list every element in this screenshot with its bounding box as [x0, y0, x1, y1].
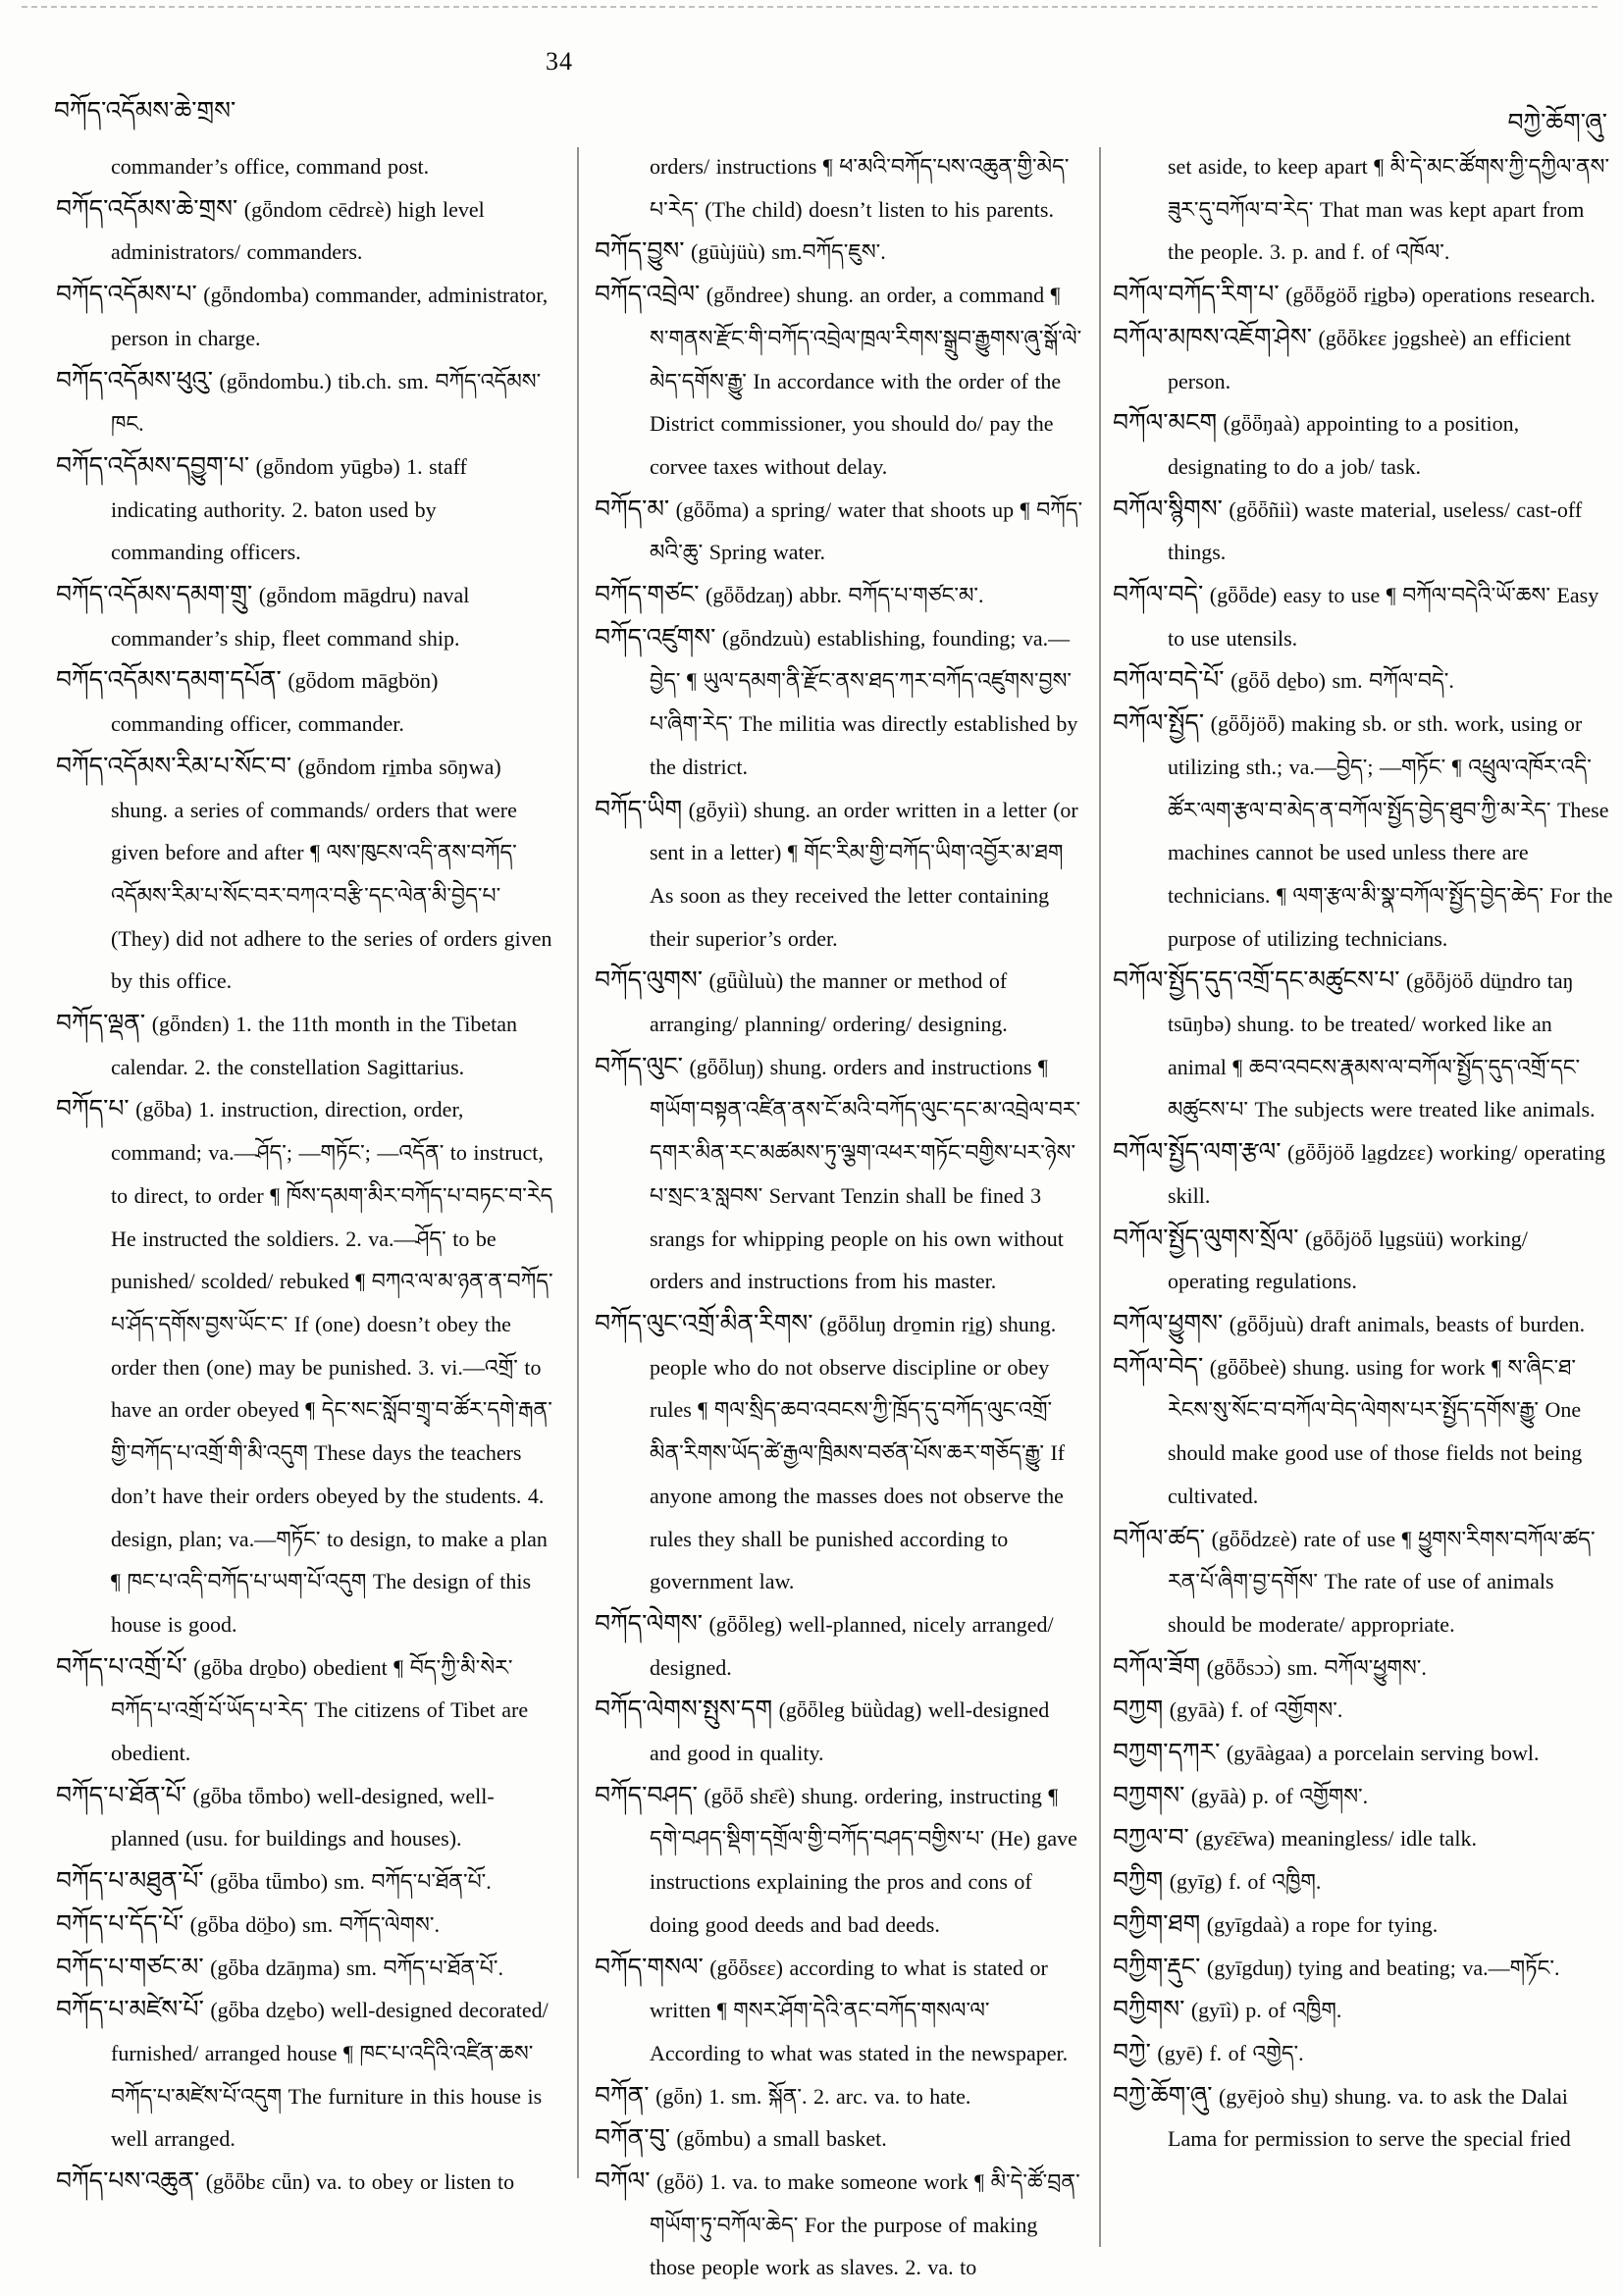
dictionary-entry [56, 188, 554, 274]
dictionary-entry [595, 789, 1085, 961]
dictionary-entry [1113, 1775, 1615, 1818]
definition-text: waste material, useless/ cast-off things. [1168, 496, 1583, 565]
headword-tibetan: བཀོལ་སྤྱོད་ལག་རྩལ་ [1113, 1139, 1282, 1167]
headword-tibetan: བཀོད་ལེགས་ [595, 1610, 703, 1638]
pronunciation-romanization: (gȫȫjuù) [1229, 1311, 1304, 1336]
headword-tibetan: བཀོད་ལེགས་སྤུས་དག [595, 1696, 773, 1724]
pronunciation-romanization: (gyīì) [1190, 1998, 1239, 2023]
dictionary-entry [595, 1603, 1085, 1689]
headword-tibetan: བཀོད་འབྲེལ་ [595, 282, 701, 309]
headword-tibetan: བཀོན་བུ་ [595, 2125, 670, 2153]
headword-tibetan: བཀྱིག་ཐག [1113, 1910, 1201, 1938]
headword-tibetan: བཀོད་ལྡན་ [56, 1011, 146, 1038]
definition-text: meaningless/ idle talk. [1281, 1826, 1477, 1852]
pronunciation-romanization: (gȫȫleg) [708, 1611, 783, 1637]
dictionary-column-1 [56, 145, 554, 2204]
dictionary-entry [1113, 1131, 1615, 1217]
definition-text: sm. བཀོད་པ་ཐོན་པོ་. [345, 1955, 503, 1980]
pronunciation-romanization: (gȫndomba) [203, 283, 309, 308]
definition-text: tying and beating; va.—གཏོང་. [1298, 1955, 1560, 1980]
pronunciation-romanization: (gyɛ̄ɛ̄wa) [1195, 1826, 1276, 1852]
dictionary-entry [595, 2075, 1085, 2118]
dictionary-entry [1113, 659, 1615, 703]
definition-text: shung. an order, a command ¶ ས་གནས་རྫོང་གི་བཀོད་འབྲེལ་ཁྲལ་རིགས་སྒྲུབ་རྒྱུགས་ཞུ་སྒོ་ལེ་མེད་དགོས་རྒྱུ་ In accordance with the order of the District commissioner, you should do/ pay the corvee taxes without delay. [650, 283, 1082, 479]
dictionary-entry [56, 1088, 554, 1645]
headword-tibetan: བཀོལ་བདེ་ [1113, 582, 1204, 609]
pronunciation-romanization: (gȫba tǖmbo) [209, 1869, 329, 1895]
pronunciation-romanization: (gyīgduŋ) [1206, 1955, 1292, 1980]
dictionary-entry [1113, 1989, 1615, 2032]
pronunciation-romanization: (gȫba dze̱bo) [210, 1998, 325, 2023]
dictionary-entry [595, 1689, 1085, 1774]
dictionary-entry [1113, 1817, 1615, 1860]
dictionary-entry [1113, 1947, 1615, 1990]
headword-tibetan: བཀྱེ་ [1113, 2039, 1151, 2066]
dictionary-entry [1113, 1346, 1615, 1518]
dictionary-entry [1113, 317, 1615, 402]
definition-text: shung. an order written in a letter (or sent in a letter) ¶ གོང་རིམ་གྱི་བཀོད་ཡིག་འབྱོར་མ་ཐག As soon as they received the letter containing their superior’s order. [650, 797, 1078, 951]
pronunciation-romanization: (gȫndom ri̱mba sōŋwa) [297, 754, 501, 779]
dictionary-entry [1113, 1904, 1615, 1947]
dictionary-entry [1113, 1303, 1615, 1346]
definition-text: f. of འགྱེད་. [1209, 2040, 1304, 2065]
pronunciation-romanization: (gȫndom cēdrɛè) [243, 196, 392, 222]
headword-tibetan: བཀྱག་དཀར་ [1113, 1740, 1221, 1767]
pronunciation-romanization: (gȫȫ de̱bo) [1230, 668, 1326, 694]
dictionary-entry [56, 1904, 554, 1947]
pronunciation-romanization: (gyīg) [1169, 1869, 1223, 1895]
pronunciation-romanization: (gȫndɛn) [151, 1012, 230, 1037]
dictionary-entry [595, 1303, 1085, 1603]
definition-text: set aside, to keep apart ¶ མི་དེ་མང་ཚོགས་ཀྱི་དཀྱིལ་ནས་ཟུར་དུ་བཀོལ་བ་རེད་ That man was kept apart from the people. 3. p. and f. of འཁོལ་. [1168, 154, 1610, 265]
definition-text: sm. བཀོལ་ཕྱུགས་. [1286, 1654, 1427, 1680]
headword-tibetan: བཀོན་ [595, 2082, 650, 2110]
definition-text: appointing to a position, designating to do a job/ task. [1168, 411, 1520, 479]
dictionary-entry [595, 2161, 1085, 2289]
definition-text: well-planned, nicely arranged/ designed. [650, 1611, 1054, 1680]
pronunciation-romanization: (gȫȫde) [1209, 583, 1278, 608]
definition-text: 1. staff indicating authority. 2. baton used by commanding officers. [111, 453, 467, 565]
headword-tibetan: བཀོད་པ་མཐུན་པོ་ [56, 1868, 204, 1896]
dictionary-entry [595, 274, 1085, 489]
entry-continuation [56, 145, 554, 188]
pronunciation-romanization: (gȫndom yūgbə) [255, 453, 400, 479]
definition-text: sm. བཀོད་པ་ཐོན་པོ་. [334, 1869, 492, 1895]
headword-tibetan: བཀྱིག་རྡུང་ [1113, 1954, 1201, 1981]
dictionary-entry [595, 960, 1085, 1045]
headword-tibetan: བཀྱལ་བ་ [1113, 1825, 1189, 1852]
pronunciation-romanization: (gȫȫjöȫ dü̱ndro taŋ tsūŋbə) [1168, 968, 1574, 1037]
pronunciation-romanization: (gȫȫjöȫ lu̱gsüü) [1305, 1226, 1443, 1251]
headword-tibetan: བཀོད་གསལ་ [595, 1954, 704, 1981]
running-head-right: བཀྱེ་ཆོག་ཞུ་ [1507, 110, 1607, 136]
pronunciation-romanization: (gȫȫsɔɔ̀) [1206, 1654, 1282, 1680]
dictionary-entry [1113, 274, 1615, 317]
dictionary-entry [1113, 402, 1615, 488]
definition-text: naval commander’s ship, fleet command ship. [111, 583, 470, 651]
definition-text: shung. using for work ¶ ས་ཞིང་ཐ་རེངས་སུ་སོང་བ་བཀོལ་བེད་ལེགས་པར་སྤྱོད་དགོས་རྒྱུ་ One should make good use of those fields not being cultivated. [1168, 1354, 1583, 1508]
dictionary-entry [595, 1775, 1085, 1947]
headword-tibetan: བཀོད་འདོམས་པ་ [56, 282, 197, 309]
pronunciation-romanization: (gȫȫluŋ dro̱min ri̱g) [819, 1311, 993, 1336]
pronunciation-romanization: (gȫȫluŋ) [689, 1054, 764, 1079]
headword-tibetan: བཀོད་མ་ [595, 496, 670, 523]
headword-tibetan: བཀོལ་ཕྱུགས་ [1113, 1310, 1224, 1337]
pronunciation-romanization: (gȫndombu.) [219, 368, 332, 393]
pronunciation-romanization: (gȫba dro̱bo) [193, 1654, 307, 1680]
pronunciation-romanization: (gȫö) [656, 2169, 704, 2195]
definition-text: shung. a series of commands/ orders that were given before and after ¶ ལས་ཁུངས་འདི་ནས་བཀོད་འདོམས་རིམ་པ་སོང་བར་བཀའ་བརྩི་དང་ལེན་མི་བྱེད་པ་ (They) did not adhere to the series of orders given by this office. [111, 797, 552, 994]
dictionary-entry [1113, 1646, 1615, 1690]
dictionary-entry [1113, 1218, 1615, 1303]
entry-continuation [595, 145, 1085, 231]
definition-text: rate of use ¶ ཕྱུགས་རིགས་བཀོལ་ཚད་རན་པོ་ཞིག་བྱ་དགོས་ The rate of use of animals should be moderate/ appropriate. [1168, 1526, 1596, 1637]
pronunciation-romanization: (gȫȫjöȫ la̱gdzɛɛ) [1287, 1140, 1434, 1166]
headword-tibetan: བཀོད་པ་དོད་པོ་ [56, 1910, 184, 1938]
definition-text: a porcelain serving bowl. [1318, 1741, 1540, 1766]
definition-text: commander’s office, command post. [111, 154, 430, 179]
definition-text: p. of འགྱོགས་. [1252, 1783, 1369, 1808]
definition-text: high level administrators/ commanders. [111, 196, 485, 265]
headword-tibetan: བཀོད་པ་མཛེས་པོ་ [56, 1997, 204, 2024]
definition-text: working/ operating skill. [1168, 1140, 1605, 1208]
dictionary-entry [56, 1947, 554, 1990]
dictionary-entry [595, 489, 1085, 574]
headword-tibetan: བཀོད་པས་འཆུན་ [56, 2168, 200, 2196]
headword-tibetan: བཀྱེ་ཆོག་ཞུ་ [1113, 2082, 1213, 2110]
pronunciation-romanization: (gȫȫma) [675, 496, 750, 522]
headword-tibetan: བཀོད་གཙང་ [595, 582, 700, 609]
headword-tibetan: བཀོལ་སྤྱོད་ལུགས་སྲོལ་ [1113, 1225, 1299, 1252]
pronunciation-romanization: (gȫȫjöȫ) [1210, 711, 1285, 737]
definition-text: a spring/ water that shoots up ¶ བཀོད་མའི་ཆུ་ Spring water. [650, 496, 1083, 565]
headword-tibetan: བཀོད་པ་ཐོན་པོ་ [56, 1782, 186, 1809]
headword-tibetan: བཀོད་བྱུས་ [595, 238, 685, 266]
dictionary-entry [1113, 2075, 1615, 2161]
definition-text: draft animals, beasts of burden. [1310, 1311, 1586, 1336]
headword-tibetan: བཀོལ་སྤྱོད་དུད་འགྲོ་དང་མཚུངས་པ་ [1113, 967, 1400, 995]
definition-text: sm.བཀོད་ཇུས་. [771, 239, 886, 265]
pronunciation-romanization: (gyāà) [1190, 1783, 1247, 1808]
definition-text: 1. sm. སྐོན་. 2. arc. va. to hate. [708, 2083, 971, 2109]
definition-text: well-designed decorated/ furnished/ arranged house ¶ ཁང་པ་འདིའི་འཛིན་ཆས་བཀོད་པ་མཛེས་པོ་འདུག The furniture in this house is well arranged. [111, 1998, 549, 2152]
pronunciation-romanization: (gȫdom māgbön) [288, 668, 439, 694]
definition-text: 1. the 11th month in the Tibetan calendar. 2. the constellation Sagittarius. [111, 1012, 517, 1079]
definition-text: according to what is stated or written ¶ གསར་ཤོག་དེའི་ནང་བཀོད་གསལ་ལ་ According to what was stated in the newspaper. [650, 1955, 1069, 2065]
pronunciation-romanization: (gȫȫbeè) [1209, 1354, 1286, 1380]
pronunciation-romanization: (gȫndree) [706, 283, 791, 308]
definition-text: shung. to be treated/ worked like an animal ¶ ཆབ་འབངས་རྣམས་ལ་བཀོལ་སྤྱོད་དུད་འགྲོ་དང་མཚུངས་པ་ The subjects were treated like animals. [1168, 1012, 1596, 1122]
pronunciation-romanization: (gȫȫbɛ cǖn) [205, 2169, 310, 2195]
definition-text: commander, administrator, person in charge. [111, 283, 549, 350]
dictionary-entry [56, 1775, 554, 1860]
dictionary-entry [56, 574, 554, 659]
definition-text: establishing, founding; va.—བྱེད་ ¶ ཡུལ་དམག་ནི་རྫོང་ནས་ཐད་ཀར་བཀོད་འཛུགས་བྱས་པ་ཞིག་རེད་ The militia was directly established by the district. [650, 625, 1078, 779]
dictionary-entry [1113, 489, 1615, 574]
pronunciation-romanization: (gȫn) [655, 2083, 703, 2109]
dictionary-entry [1113, 960, 1615, 1131]
running-head-left: བཀོད་འདོམས་ཆེ་གྲས་ [54, 98, 236, 125]
dictionary-entry [56, 1989, 554, 2161]
definition-text: obedient ¶ བོད་ཀྱི་མི་སེར་བཀོད་པ་འགྲོ་པོ་ཡོད་པ་རེད་ The citizens of Tibet are obedient. [111, 1654, 529, 1766]
pronunciation-romanization: (gyē) [1157, 2040, 1203, 2065]
headword-tibetan: བཀོད་ལུགས་ [595, 967, 703, 995]
headword-tibetan: བཀོལ་སྙིགས་ [1113, 496, 1223, 523]
headword-tibetan: བཀོད་ཡིག [595, 796, 683, 823]
definition-text: sm. བཀོད་ལེགས་. [302, 1911, 440, 1937]
definition-text: operations research. [1421, 283, 1596, 308]
dictionary-entry [56, 445, 554, 574]
pronunciation-romanization: (gȫȫ shɛ̄è) [704, 1783, 796, 1808]
dictionary-entry [1113, 1689, 1615, 1732]
dictionary-column-2 [595, 145, 1085, 2289]
pronunciation-romanization: (gȫȫsɛɛ) [709, 1955, 783, 1980]
dictionary-entry [595, 2117, 1085, 2161]
pronunciation-romanization: (gȫȫŋaà) [1223, 411, 1300, 437]
dictionary-entry [1113, 574, 1615, 659]
definition-text: working/ operating regulations. [1168, 1226, 1528, 1294]
dictionary-entry [56, 1646, 554, 1775]
definition-text: the manner or method of arranging/ planning/ ordering/ designing. [650, 968, 1008, 1037]
definition-text: an efficient person. [1168, 325, 1571, 393]
dictionary-entry [1113, 703, 1615, 960]
headword-tibetan: བཀོད་ལུང་འགྲོ་མིན་རིགས་ [595, 1310, 813, 1337]
dictionary-entry [56, 360, 554, 445]
headword-tibetan: བཀོལ་མངག [1113, 410, 1218, 438]
headword-tibetan: བཀྱིགས་ [1113, 1997, 1185, 2024]
headword-tibetan: བཀོད་པ་འགྲོ་པོ་ [56, 1653, 187, 1681]
pronunciation-romanization: (gyāà) [1169, 1697, 1225, 1723]
dictionary-entry [56, 1003, 554, 1088]
definition-text: abbr. བཀོད་པ་གཙང་མ་. [799, 583, 984, 608]
pronunciation-romanization: (gȫȫgöȫ ri̱gbə) [1285, 283, 1416, 308]
dictionary-entry [595, 1046, 1085, 1303]
definition-text: commanding officer, commander. [111, 711, 404, 737]
headword-tibetan: བཀོལ་བཀོད་རིག་པ་ [1113, 282, 1280, 309]
pronunciation-romanization: (gȫȫdzaŋ) [706, 583, 794, 608]
definition-text: sm. བཀོལ་བདེ་. [1332, 668, 1454, 694]
headword-tibetan: བཀོལ་ཟོག [1113, 1653, 1201, 1681]
pronunciation-romanization: (gūùjüù) [691, 239, 765, 265]
definition-text: a rope for tying. [1295, 1911, 1439, 1937]
definition-text: shung. orders and instructions ¶ གཡོག་བསྟན་འཛིན་ནས་ངོ་མའི་བཀོད་ལུང་དང་མ་འབྲེལ་བར་དགར་མིན་རང་མཚམས་ཏུ་ལྕག་འཕར་གཏོང་བགྱིས་པར་ཉེས་པ་སྲང་༣་སླབས་ Servant Tenzin shall be fined 3 srangs for whipping people on his own without orders and instructions from his master. [650, 1054, 1081, 1294]
pronunciation-romanization: (gȫmbu) [676, 2126, 752, 2152]
headword-tibetan: བཀོལ་ [595, 2168, 651, 2196]
dictionary-entry [56, 1860, 554, 1904]
definition-text: shung. people who do not observe discipline or obey rules ¶ གལ་སྲིད་ཆབ་འབངས་ཀྱི་ཁྲོད་དུ་བཀོད་ལུང་འགྲོ་མིན་རིགས་ཡོད་ཚེ་རྒྱལ་ཁྲིམས་བཙན་པོས་ཆར་གཅོད་རྒྱུ་ If anyone among the masses does not observe the rules they shall be punished according to government law. [650, 1311, 1066, 1594]
headword-tibetan: བཀོད་འདོམས་དབྱུག་པ་ [56, 452, 250, 480]
definition-text: orders/ instructions ¶ ཕ་མའི་བཀོད་པས་འཆུན་གྱི་མེད་པ་རེད་ (The child) doesn’t listen to his parents. [650, 154, 1070, 222]
pronunciation-romanization: (gȫba dö̱bo) [189, 1911, 296, 1937]
dictionary-column-3 [1113, 145, 1615, 2161]
definition-text: va. to obey or listen to [316, 2169, 515, 2195]
headword-tibetan: བཀོལ་བདེ་པོ་ [1113, 667, 1225, 695]
pronunciation-romanization: (gǖǜluù) [708, 968, 784, 994]
page-number: 34 [546, 47, 573, 76]
headword-tibetan: བཀོལ་མཁས་འཇོག་ཤེས་ [1113, 324, 1312, 351]
dictionary-entry [56, 659, 554, 745]
dictionary-entry [56, 2161, 554, 2204]
headword-tibetan: བཀོད་ལུང་ [595, 1053, 683, 1080]
pronunciation-romanization: (gȫndom māgdru) [258, 583, 417, 608]
definition-text: easy to use ¶ བཀོལ་བདེའི་ཡོ་ཆས་ Easy to use utensils. [1168, 583, 1599, 651]
dictionary-entry [1113, 2032, 1615, 2075]
dictionary-entry [595, 574, 1085, 617]
definition-text: f. of འགྱོགས་. [1230, 1697, 1343, 1723]
definition-text: well-designed, well-planned (usu. for buildings and houses). [111, 1783, 495, 1852]
headword-tibetan: བཀྱགས་ [1113, 1782, 1185, 1809]
pronunciation-romanization: (gȫndzuù) [721, 625, 812, 651]
pronunciation-romanization: (gȫȫkɛɛ jo̱gsheè) [1318, 325, 1467, 350]
definition-text: shung. va. to ask the Dalai Lama for permission to serve the special fried [1168, 2083, 1571, 2152]
entry-continuation [1113, 145, 1615, 274]
definition-text: shung. ordering, instructing ¶ དགེ་བཤད་སྡིག་དགྲོལ་གྱི་བཀོད་བཤད་བགྱིས་པ་ (He) gave instructions explaining the pros and cons of doing good deeds and bad deeds. [650, 1783, 1077, 1937]
definition-text: p. of འཁྱིག. [1245, 1998, 1342, 2023]
scan-artifact-dashed-line [22, 6, 1597, 8]
definition-text: 1. instruction, direction, order, command; va.—ཤོད་; —གཏོང་; —འདོན་ to instruct, to direct, to order ¶ ཁོས་དམག་མིར་བཀོད་པ་བཏང་བ་རེད He instructed the soldiers. 2. va.—ཤོད་ to be punished/ scolded/ rebuked ¶ བཀའ་ལ་མ་ཉན་ན་བཀོད་པ་ཤོད་དགོས་བྱས་ཡོང་ང་ If (one) doesn’t obey the order then (one) may be punished. 3. vi.—འགྲོ་ to have an order obeyed ¶ དེང་སང་སློབ་གྲྭ་བ་ཚོར་དགེ་རྒན་གྱི་བཀོད་པ་འགྲོ་གི་མི་འདུག These days the teachers don’t have their orders obeyed by the students. 4. design, plan; va.—གཏོང་ to design, to make a plan ¶ ཁང་པ་འདི་བཀོད་པ་ཡག་པོ་འདུག The design of this house is good. [111, 1097, 553, 1637]
headword-tibetan: བཀོད་འདོམས་རིམ་པ་སོང་བ་ [56, 753, 291, 780]
definition-text: tib.ch. sm. བཀོད་འདོམས་ཁང. [111, 368, 542, 437]
headword-tibetan: བཀོད་འདོམས་ཆེ་གྲས་ [56, 195, 238, 223]
headword-tibetan: བཀོད་འཛུགས་ [595, 624, 716, 652]
headword-tibetan: བཀོད་འདོམས་ཕུའུ་ [56, 367, 214, 394]
dictionary-entry [1113, 1860, 1615, 1904]
headword-tibetan: བཀོལ་བེད་ [1113, 1353, 1204, 1381]
dictionary-entry [1113, 1732, 1615, 1775]
headword-tibetan: བཀོད་འདོམས་དམག་དཔོན་ [56, 667, 282, 695]
dictionary-entry [56, 274, 554, 359]
pronunciation-romanization: (gȫȫdzɛè) [1211, 1526, 1297, 1551]
column-divider-line [1099, 147, 1101, 2247]
pronunciation-romanization: (gȫyiì) [688, 797, 748, 822]
headword-tibetan: བཀྱག [1113, 1696, 1164, 1724]
definition-text: making sb. or sth. work, using or utilizing sth.; va.—བྱེད་; —གཏོང་ ¶ འཕྲུལ་འཁོར་འདི་ཚོར་ལག་རྩལ་བ་མེད་ན་བཀོལ་སྤྱོད་བྱེད་ཐུབ་ཀྱི་མ་རེད་ These machines cannot be used unless there are technicians. ¶ ལག་རྩལ་མི་སྣ་བཀོལ་སྤྱོད་བྱེད་ཆེད་ For the purpose of utilizing technicians. [1168, 711, 1613, 951]
headword-tibetan: བཀོལ་ཚད་ [1113, 1525, 1206, 1552]
headword-tibetan: བཀོད་པ་ [56, 1096, 130, 1123]
dictionary-entry [595, 231, 1085, 274]
dictionary-entry [1113, 1518, 1615, 1646]
dictionary-entry [595, 617, 1085, 789]
definition-text: 1. va. to make someone work ¶ མི་དེ་ཚོ་བྲན་གཡོག་ཏུ་བཀོལ་ཆེད་ For the purpose of making those people work as slaves. 2. va. to [650, 2169, 1080, 2280]
pronunciation-romanization: (gȫba) [135, 1097, 192, 1122]
headword-tibetan: བཀོད་པ་གཙང་མ་ [56, 1954, 204, 1981]
dictionary-entry [595, 1947, 1085, 2075]
pronunciation-romanization: (gȫȫñiì) [1229, 496, 1299, 522]
definition-text: well-designed and good in quality. [650, 1697, 1050, 1766]
pronunciation-romanization: (gȫba dzāŋma) [210, 1955, 340, 1980]
pronunciation-romanization: (gȫȫleg büǜdag) [778, 1697, 922, 1723]
pronunciation-romanization: (gyāàgaa) [1226, 1741, 1312, 1766]
dictionary-entry [56, 746, 554, 1003]
headword-tibetan: བཀོལ་སྤྱོད་ [1113, 710, 1205, 738]
column-divider-line [577, 147, 579, 2178]
definition-text: f. of འཁྱིག. [1229, 1869, 1322, 1895]
headword-tibetan: བཀྱིག [1113, 1868, 1164, 1896]
pronunciation-romanization: (gyīgdaà) [1206, 1911, 1289, 1937]
pronunciation-romanization: (gyējoò shu̱) [1219, 2083, 1329, 2109]
definition-text: a small basket. [757, 2126, 887, 2152]
headword-tibetan: བཀོད་འདོམས་དམག་གྲུ་ [56, 582, 253, 609]
headword-tibetan: བཀོད་བཤད་ [595, 1782, 698, 1809]
pronunciation-romanization: (gȫba tȫmbo) [192, 1783, 311, 1808]
